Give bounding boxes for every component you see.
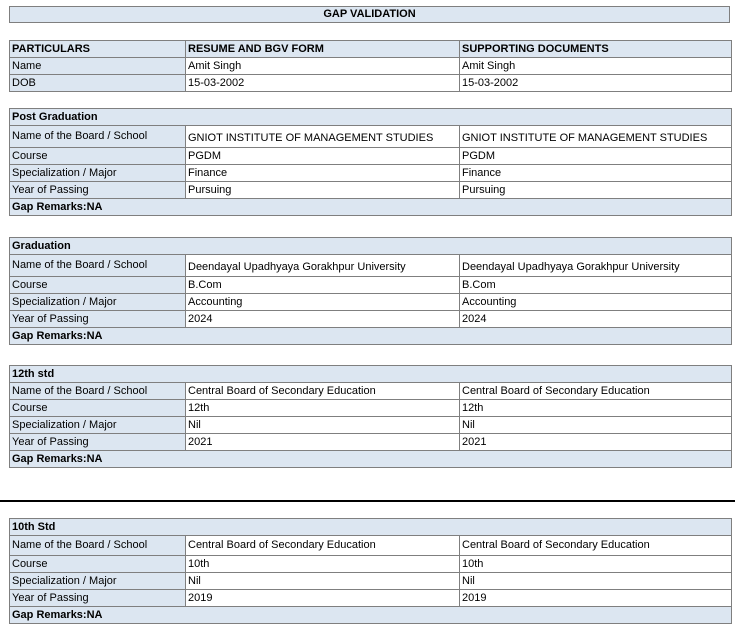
row-resume-value: Nil	[186, 417, 460, 434]
row-docs-value: PGDM	[460, 148, 732, 165]
row-docs-value: 12th	[460, 400, 732, 417]
gap-remarks: Gap Remarks:NA	[10, 607, 732, 624]
particulars-table	[9, 40, 732, 92]
row-label: Year of Passing	[10, 311, 186, 328]
row-docs-value: 2019	[460, 590, 732, 607]
gap-remarks: Gap Remarks:NA	[10, 451, 732, 468]
row-label: DOB	[10, 75, 186, 92]
table-row	[10, 148, 732, 165]
section-title: 10th Std	[10, 519, 732, 536]
row-resume-value: Finance	[186, 165, 460, 182]
row-label: Course	[10, 556, 186, 573]
gap-remarks-row	[10, 199, 732, 216]
row-resume-value: 10th	[186, 556, 460, 573]
row-resume-value: PGDM	[186, 148, 460, 165]
row-resume-value: 2019	[186, 590, 460, 607]
header-particulars: PARTICULARS	[10, 41, 186, 58]
gap-remarks-row	[10, 328, 732, 345]
row-resume-value: Accounting	[186, 294, 460, 311]
page-title: GAP VALIDATION	[9, 6, 730, 23]
row-label: Specialization / Major	[10, 417, 186, 434]
row-label: Name of the Board / School	[10, 255, 186, 277]
row-label: Course	[10, 400, 186, 417]
row-label: Name of the Board / School	[10, 536, 186, 556]
table-row	[10, 311, 732, 328]
table-row	[10, 417, 732, 434]
row-resume-value: Amit Singh	[186, 58, 460, 75]
row-label: Specialization / Major	[10, 573, 186, 590]
row-docs-value: 15-03-2002	[460, 75, 732, 92]
row-resume-value: 12th	[186, 400, 460, 417]
section-divider	[0, 500, 735, 502]
row-label: Year of Passing	[10, 590, 186, 607]
gap-remarks: Gap Remarks:NA	[10, 199, 732, 216]
table-row	[10, 556, 732, 573]
row-docs-value: Nil	[460, 417, 732, 434]
table-row	[10, 294, 732, 311]
row-label: Course	[10, 148, 186, 165]
section-post-graduation	[9, 108, 732, 216]
row-resume-value: Central Board of Secondary Education	[186, 383, 460, 400]
table-row	[10, 58, 732, 75]
row-label: Name of the Board / School	[10, 383, 186, 400]
row-resume-value: Deendayal Upadhyaya Gorakhpur University	[186, 255, 460, 277]
section-graduation	[9, 237, 732, 345]
row-resume-value: B.Com	[186, 277, 460, 294]
row-docs-value: Nil	[460, 573, 732, 590]
section-header	[10, 366, 732, 383]
table-row	[10, 126, 732, 148]
row-label: Course	[10, 277, 186, 294]
row-docs-value: Finance	[460, 165, 732, 182]
section-10th-std	[9, 518, 732, 624]
row-resume-value: Nil	[186, 573, 460, 590]
section-12th-std	[9, 365, 732, 468]
row-docs-value: Deendayal Upadhyaya Gorakhpur University	[460, 255, 732, 277]
table-row	[10, 434, 732, 451]
row-label: Year of Passing	[10, 182, 186, 199]
gap-remarks-row	[10, 607, 732, 624]
row-label: Year of Passing	[10, 434, 186, 451]
row-resume-value: 15-03-2002	[186, 75, 460, 92]
row-docs-value: Accounting	[460, 294, 732, 311]
section-title: 12th std	[10, 366, 732, 383]
row-docs-value: B.Com	[460, 277, 732, 294]
header-supporting-docs: SUPPORTING DOCUMENTS	[460, 41, 732, 58]
row-resume-value: GNIOT INSTITUTE OF MANAGEMENT STUDIES	[186, 126, 460, 148]
table-row	[10, 182, 732, 199]
row-resume-value: Central Board of Secondary Education	[186, 536, 460, 556]
table-row	[10, 383, 732, 400]
table-row	[10, 400, 732, 417]
row-label: Name of the Board / School	[10, 126, 186, 148]
section-header	[10, 238, 732, 255]
table-header-row	[10, 41, 732, 58]
row-resume-value: 2024	[186, 311, 460, 328]
row-label: Specialization / Major	[10, 165, 186, 182]
row-docs-value: GNIOT INSTITUTE OF MANAGEMENT STUDIES	[460, 126, 732, 148]
table-row	[10, 277, 732, 294]
row-docs-value: 10th	[460, 556, 732, 573]
table-row	[10, 536, 732, 556]
row-docs-value: 2021	[460, 434, 732, 451]
row-docs-value: Central Board of Secondary Education	[460, 536, 732, 556]
row-resume-value: Pursuing	[186, 182, 460, 199]
row-label: Specialization / Major	[10, 294, 186, 311]
gap-remarks: Gap Remarks:NA	[10, 328, 732, 345]
row-docs-value: Central Board of Secondary Education	[460, 383, 732, 400]
row-label: Name	[10, 58, 186, 75]
table-row	[10, 165, 732, 182]
row-docs-value: Pursuing	[460, 182, 732, 199]
row-docs-value: Amit Singh	[460, 58, 732, 75]
section-title: Graduation	[10, 238, 732, 255]
row-resume-value: 2021	[186, 434, 460, 451]
section-title: Post Graduation	[10, 109, 732, 126]
table-row	[10, 573, 732, 590]
table-row	[10, 590, 732, 607]
table-row	[10, 75, 732, 92]
section-header	[10, 519, 732, 536]
header-resume-bgv: RESUME AND BGV FORM	[186, 41, 460, 58]
section-header	[10, 109, 732, 126]
table-row	[10, 255, 732, 277]
row-docs-value: 2024	[460, 311, 732, 328]
gap-remarks-row	[10, 451, 732, 468]
